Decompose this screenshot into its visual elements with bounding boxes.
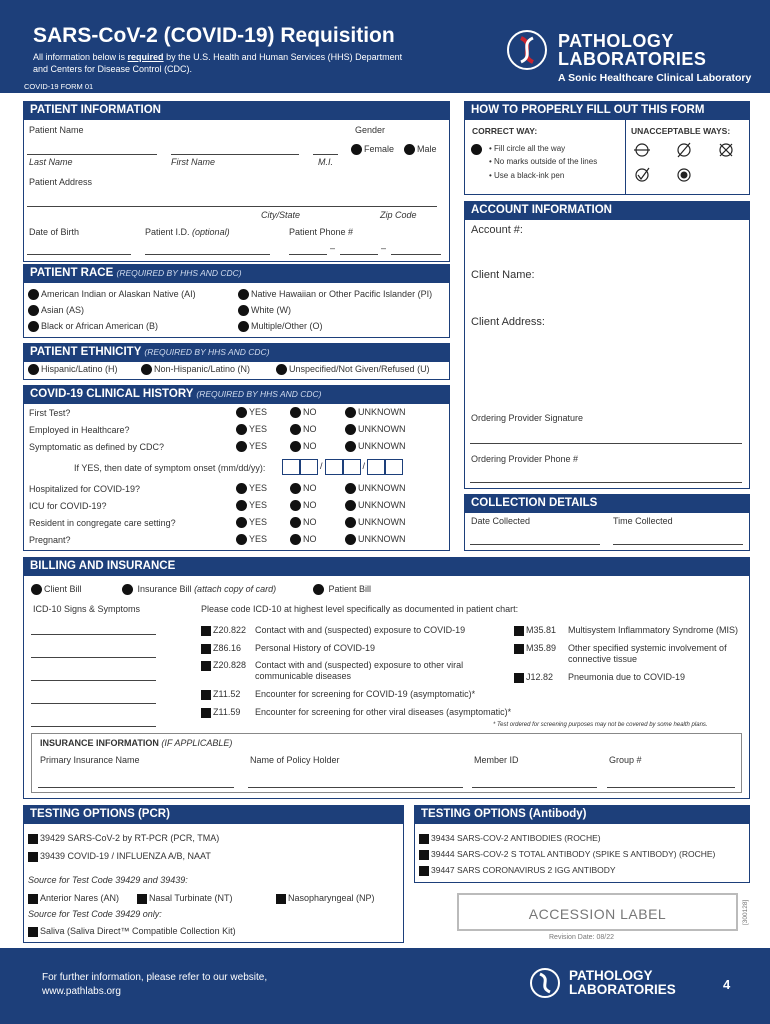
section-title: COLLECTION DETAILS xyxy=(465,495,749,513)
icd-code-option[interactable]: Z20.822 xyxy=(201,625,246,636)
logo-text: PATHOLOGY LABORATORIES xyxy=(558,31,707,69)
source-option[interactable]: Saliva (Saliva Direct™ Compatible Collection Kit) xyxy=(28,926,236,937)
icd-code-option[interactable]: Z20.828 xyxy=(201,660,246,671)
footer xyxy=(0,948,770,1024)
clinical-no-option[interactable]: NO xyxy=(290,441,317,452)
account-section xyxy=(464,201,750,489)
source-option[interactable]: Nasopharyngeal (NP) xyxy=(276,893,375,904)
section-title: ACCOUNT INFORMATION xyxy=(465,202,749,220)
icd-code-description: Pneumonia due to COVID-19 xyxy=(568,672,686,682)
antibody-test-option[interactable]: 39444 SARS-COV-2 S TOTAL ANTIBODY (SPIKE S ANTIBODY) (ROCHE) xyxy=(419,849,715,860)
ethnicity-option[interactable]: Non-Hispanic/Latino (N) xyxy=(141,364,250,375)
primary-insurance-field[interactable] xyxy=(38,787,234,788)
page-number: 4 xyxy=(723,977,731,992)
clinical-no-option[interactable]: NO xyxy=(290,424,317,435)
revision-date: Revision Date: 08/22 xyxy=(549,934,614,941)
clinical-yes-option[interactable]: YES xyxy=(236,407,267,418)
website-link[interactable]: www.pathlabs.org xyxy=(42,986,121,997)
clinical-question: ICU for COVID-19? xyxy=(29,501,107,511)
source-label: Source for Test Code 39429 and 39439: xyxy=(28,875,188,885)
section-title: PATIENT INFORMATION xyxy=(24,102,449,120)
accession-label-box xyxy=(457,893,738,931)
female-option[interactable]: Female xyxy=(351,144,394,155)
icd-field[interactable] xyxy=(31,726,156,727)
time-collected-label: Time Collected xyxy=(613,516,673,526)
clinical-no-option[interactable]: NO xyxy=(290,534,317,545)
clinical-question: Resident in congregate care setting? xyxy=(29,518,176,528)
clinical-question: Symptomatic as defined by CDC? xyxy=(29,442,165,452)
phone-label: Patient Phone # xyxy=(289,227,354,237)
form-subtitle: All information below is required by the U.S. Health and Human Services (HHS) Department xyxy=(33,52,403,62)
date-collected-label: Date Collected xyxy=(471,516,531,526)
clinical-question: Employed in Healthcare? xyxy=(29,425,130,435)
icd-code-option[interactable]: M35.81 xyxy=(514,625,556,636)
icd-code-description: Personal History of COVID-19 xyxy=(255,643,376,653)
member-id-label: Member ID xyxy=(474,755,519,765)
form-code: [300128] xyxy=(742,899,749,925)
lab-logo-icon xyxy=(507,30,547,70)
address-field[interactable] xyxy=(27,206,437,207)
ethnicity-option[interactable]: Unspecified/Not Given/Refused (U) xyxy=(276,364,430,375)
insurance-info-title: INSURANCE INFORMATION (IF APPLICABLE) xyxy=(40,738,233,748)
race-option[interactable]: American Indian or Alaskan Native (AI) xyxy=(28,289,196,300)
antibody-test-option[interactable]: 39434 SARS-COV-2 ANTIBODIES (ROCHE) xyxy=(419,833,601,844)
section-title: PATIENT ETHNICITY (REQUIRED BY HHS AND CDC) xyxy=(24,344,449,362)
accession-label-text: ACCESSION LABEL xyxy=(528,906,667,922)
clinical-unk-option[interactable]: UNKNOWN xyxy=(345,483,406,494)
onset-date-boxes[interactable]: / / xyxy=(282,459,403,475)
account-number-label: Account #: xyxy=(471,224,523,236)
section-title: TESTING OPTIONS (Antibody) xyxy=(415,806,749,824)
icd-code-option[interactable]: J12.82 xyxy=(514,672,553,683)
clinical-question: First Test? xyxy=(29,408,71,418)
antibody-test-option[interactable]: 39447 SARS CORONAVIRUS 2 IGG ANTIBODY xyxy=(419,865,616,876)
icd-field[interactable] xyxy=(31,657,156,658)
policy-holder-label: Name of Policy Holder xyxy=(250,755,340,765)
screening-footnote: * Test ordered for screening purposes may not be covered by some health plans. xyxy=(493,722,708,728)
first-name-field[interactable] xyxy=(171,154,299,155)
tip: • No marks outside of the lines xyxy=(489,157,598,166)
clinical-yes-option[interactable]: YES xyxy=(236,500,267,511)
clinical-yes-option[interactable]: YES xyxy=(236,517,267,528)
section-title: PATIENT RACE (REQUIRED BY HHS AND CDC) xyxy=(24,265,449,283)
patient-name-label: Patient Name xyxy=(29,125,84,135)
footer-text: For further information, please refer to our website, xyxy=(42,972,268,983)
clinical-no-option[interactable]: NO xyxy=(290,483,317,494)
insurance-bill-option[interactable]: Insurance Bill (attach copy of card) xyxy=(122,584,276,595)
icd-code-option[interactable]: Z11.52 xyxy=(201,689,240,700)
gender-label: Gender xyxy=(355,125,386,135)
source-option[interactable]: Anterior Nares (AN) xyxy=(28,893,119,904)
icd-note: Please code ICD-10 at highest level specifically as documented in patient chart: xyxy=(201,604,519,614)
race-option[interactable]: Black or African American (B) xyxy=(28,321,158,332)
mi-label: M.I. xyxy=(318,157,333,167)
clinical-no-option[interactable]: NO xyxy=(290,517,317,528)
provider-signature-field[interactable] xyxy=(470,443,742,444)
city-state-label: City/State xyxy=(261,210,301,220)
icd-code-description: Encounter for screening for other viral diseases (asymptomatic)* xyxy=(255,707,512,717)
provider-phone-field[interactable] xyxy=(470,482,742,483)
mi-field[interactable] xyxy=(313,154,338,155)
phone-line-field[interactable] xyxy=(391,254,441,255)
clinical-unk-option[interactable]: UNKNOWN xyxy=(345,407,406,418)
section-title: COVID-19 CLINICAL HISTORY (REQUIRED BY HHS AND CDC) xyxy=(24,386,449,404)
pcr-section xyxy=(23,805,404,943)
policy-holder-field[interactable] xyxy=(248,787,463,788)
clinical-unk-option[interactable]: UNKNOWN xyxy=(345,441,406,452)
icd-code-option[interactable]: Z86.16 xyxy=(201,643,241,654)
icd-code-description: Contact with and (suspected) exposure to other viral communicable diseases xyxy=(255,660,464,681)
icd-code-option[interactable]: M35.89 xyxy=(514,643,556,654)
last-name-field[interactable] xyxy=(27,154,157,155)
clinical-yes-option[interactable]: YES xyxy=(236,483,267,494)
address-label: Patient Address xyxy=(29,177,93,187)
dob-field[interactable] xyxy=(27,254,131,255)
pid-label: Patient I.D. (optional) xyxy=(145,227,230,237)
icd-code-description: Encounter for screening for COVID-19 (asymptomatic)* xyxy=(255,689,476,699)
pid-field[interactable] xyxy=(145,254,270,255)
patient-bill-option[interactable]: Patient Bill xyxy=(313,584,371,595)
time-collected-field[interactable] xyxy=(613,544,743,545)
date-collected-field[interactable] xyxy=(470,544,600,545)
icd-field[interactable] xyxy=(31,703,156,704)
ethnicity-option[interactable]: Hispanic/Latino (H) xyxy=(28,364,118,375)
section-title: HOW TO PROPERLY FILL OUT THIS FORM xyxy=(465,102,749,120)
icd-code-description: Multisystem Inflammatory Syndrome (MIS) xyxy=(568,625,739,635)
clinical-no-option[interactable]: NO xyxy=(290,407,317,418)
correct-way-label: CORRECT WAY: xyxy=(472,126,538,136)
race-option[interactable]: Asian (AS) xyxy=(28,305,84,316)
male-option[interactable]: Male xyxy=(404,144,437,155)
form-header xyxy=(0,0,770,93)
tip: • Use a black-ink pen xyxy=(489,171,565,180)
clinical-yes-option[interactable]: YES xyxy=(236,424,267,435)
clinical-unk-option[interactable]: UNKNOWN xyxy=(345,424,406,435)
clinical-unk-option[interactable]: UNKNOWN xyxy=(345,534,406,545)
client-bill-option[interactable]: Client Bill xyxy=(31,584,82,595)
tip: • Fill circle all the way xyxy=(489,144,566,153)
clinical-no-option[interactable]: NO xyxy=(290,500,317,511)
clinical-question: Hospitalized for COVID-19? xyxy=(29,484,141,494)
form-id: COVID-19 FORM 01 xyxy=(24,82,94,91)
icd-field[interactable] xyxy=(31,634,156,635)
race-option[interactable]: Native Hawaiian or Other Pacific Islander (PI) xyxy=(238,289,432,300)
clinical-yes-option[interactable]: YES xyxy=(236,441,267,452)
first-name-label: First Name xyxy=(171,157,216,167)
logo-tagline: A Sonic Healthcare Clinical Laboratory xyxy=(558,72,752,84)
form-subtitle-2: and Centers for Disease Control (CDC). xyxy=(33,64,193,74)
source-label: Source for Test Code 39429 only: xyxy=(28,909,162,919)
icd-label: ICD-10 Signs & Symptoms xyxy=(33,604,141,614)
section-title: TESTING OPTIONS (PCR) xyxy=(24,806,403,824)
clinical-question: Pregnant? xyxy=(29,535,71,545)
filled-circle-icon xyxy=(471,144,484,155)
group-label: Group # xyxy=(609,755,642,765)
pcr-test-option[interactable]: 39439 COVID-19 / INFLUENZA A/B, NAAT xyxy=(28,851,211,862)
unacceptable-marks-icon xyxy=(632,141,752,185)
icd-code-description: Other specified systemic involvement of connective tissue xyxy=(568,643,727,664)
clinical-unk-option[interactable]: UNKNOWN xyxy=(345,500,406,511)
source-option[interactable]: Nasal Turbinate (NT) xyxy=(137,893,233,904)
race-option[interactable]: Multiple/Other (O) xyxy=(238,321,323,332)
clinical-unk-option[interactable]: UNKNOWN xyxy=(345,517,406,528)
form-title: SARS-CoV-2 (COVID-19) Requisition xyxy=(33,24,395,47)
provider-phone-label: Ordering Provider Phone # xyxy=(471,454,579,464)
client-address-label: Client Address: xyxy=(471,316,545,328)
icd-code-description: Contact with and (suspected) exposure to COVID-19 xyxy=(255,625,466,635)
group-field[interactable] xyxy=(607,787,735,788)
race-option[interactable]: White (W) xyxy=(238,305,291,316)
member-id-field[interactable] xyxy=(472,787,597,788)
icd-code-option[interactable]: Z11.59 xyxy=(201,707,240,718)
last-name-label: Last Name xyxy=(29,157,73,167)
footer-logo-text: PATHOLOGY LABORATORIES xyxy=(569,968,676,997)
footer-logo-icon xyxy=(530,968,560,998)
section-title: BILLING AND INSURANCE xyxy=(24,558,749,576)
icd-field[interactable] xyxy=(31,680,156,681)
dob-label: Date of Birth xyxy=(29,227,80,237)
provider-signature-label: Ordering Provider Signature xyxy=(471,413,584,423)
unacceptable-label: UNACCEPTABLE WAYS: xyxy=(631,126,731,136)
phone-area-field[interactable] xyxy=(289,254,327,255)
symptom-onset-label: If YES, then date of symptom onset (mm/dd/yy): xyxy=(74,463,266,473)
client-name-label: Client Name: xyxy=(471,269,535,281)
pcr-test-option[interactable]: 39429 SARS-CoV-2 by RT-PCR (PCR, TMA) xyxy=(28,833,219,844)
zip-label: Zip Code xyxy=(380,210,417,220)
phone-dash: – xyxy=(381,243,387,253)
clinical-yes-option[interactable]: YES xyxy=(236,534,267,545)
phone-dash: – xyxy=(330,243,336,253)
phone-prefix-field[interactable] xyxy=(340,254,378,255)
primary-insurance-label: Primary Insurance Name xyxy=(40,755,140,765)
